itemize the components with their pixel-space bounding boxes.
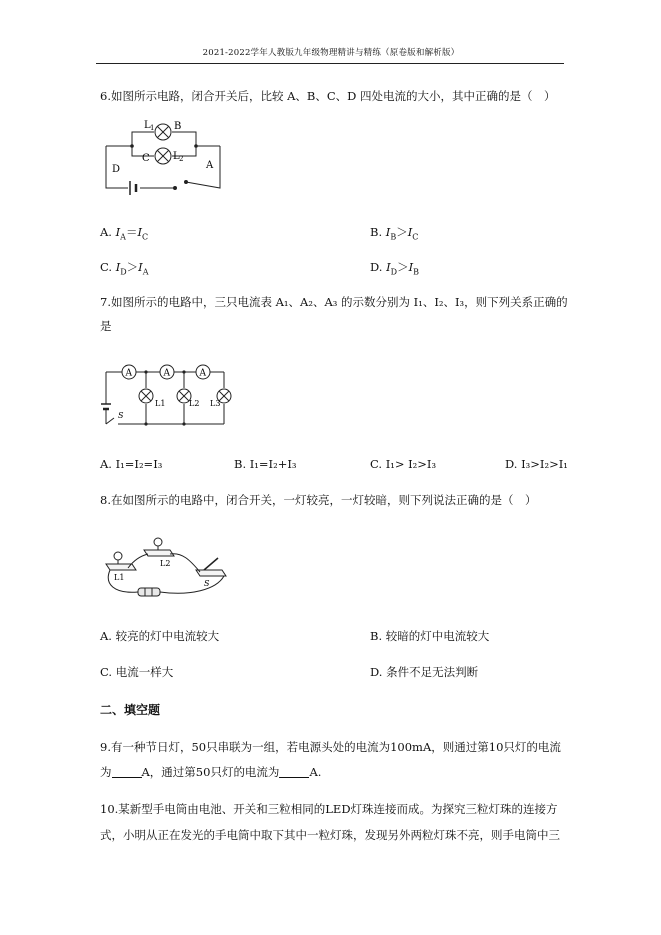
q8-option-d[interactable]: D. 条件不足无法判断: [370, 665, 479, 679]
q6-option-c-lhs-sub: D: [120, 267, 127, 277]
q6-option-d[interactable]: [370, 259, 419, 276]
q10-line1: 10.某新型手电筒由电池、开关和三粒相同的LED灯珠连接而成。为探究三粒灯珠的连接方: [100, 802, 558, 816]
q6-label-l2: L: [173, 151, 180, 162]
q6-option-a-op: ＝: [125, 225, 138, 239]
q7-ammeter-a3-label: A: [199, 368, 206, 379]
q8-label-l1: L1: [114, 573, 125, 582]
q7-label-l3: L3: [210, 399, 221, 408]
q7-stem-line2: 是: [100, 319, 112, 333]
q6-option-d-letter: D.: [370, 260, 383, 274]
q9-line2: [100, 764, 321, 780]
q6-label-b: B: [174, 121, 182, 132]
q7-stem-line1: 7.如图所示的电路中，三只电流表 A₁、A₂、A₃ 的示数分别为 I₁、I₂、I₃，则下列关系正确的: [100, 295, 568, 309]
q7-label-l2: L2: [189, 399, 200, 408]
q6-option-b-rhs-sub: C: [412, 232, 419, 242]
q6-option-a-rhs: I: [137, 225, 142, 239]
q6-option-d-lhs: I: [386, 260, 391, 274]
q6-option-d-lhs-sub: D: [390, 267, 398, 277]
q6-option-b-rhs: I: [407, 225, 413, 239]
q9-line2-prefix: 为: [100, 765, 112, 779]
q6-option-c-rhs-sub: A: [142, 267, 149, 277]
q6-option-d-rhs-sub: B: [413, 267, 420, 277]
q7-ammeter-a1-label: A: [125, 368, 132, 379]
q6-option-a-lhs: I: [115, 225, 121, 239]
q6-label-d: D: [112, 164, 121, 175]
q8-label-l2: L2: [160, 559, 171, 568]
q7-label-l1: L1: [155, 399, 166, 408]
q6-option-c-letter: C.: [100, 260, 113, 274]
q9-line2-suffix: A.: [309, 765, 322, 779]
q9-line2-middle: A，通过第50只灯的电流为: [141, 765, 280, 779]
q6-option-b-lhs: I: [385, 225, 391, 239]
q6-option-c-op: ＞: [126, 260, 139, 274]
q6-option-b-op: ＞: [396, 225, 408, 239]
q7-option-b[interactable]: B. I₁=I₂+I₃: [234, 457, 297, 471]
q9-line1: 9.有一种节日灯，50只串联为一组，若电源头处的电流为100mA，则通过第10只灯的电流: [100, 740, 561, 754]
q6-label-l2-sub: 2: [179, 155, 184, 163]
q6-option-d-op: ＞: [397, 260, 409, 274]
q6-option-d-rhs: I: [408, 260, 414, 274]
q7-label-s: S: [118, 411, 124, 420]
section-title-fill-in: 二、填空题: [100, 703, 161, 717]
q9-blank-1[interactable]: [112, 765, 142, 778]
q6-option-a-rhs-sub: C: [142, 232, 149, 242]
q8-label-s: S: [204, 579, 210, 588]
q10-line2: 式，小明从正在发光的手电筒中取下其中一粒灯珠，发现另外两粒灯珠不亮，则手电筒中三: [100, 828, 560, 842]
q7-option-d[interactable]: D. I₃>I₂>I₁: [505, 457, 568, 471]
q7-option-c[interactable]: C. I₁> I₂>I₃: [370, 457, 437, 471]
q6-label-c: C: [142, 153, 150, 164]
q8-option-c[interactable]: C. 电流一样大: [100, 665, 174, 679]
q6-label-l1: L: [144, 120, 151, 131]
q8-stem: 8.在如图所示的电路中，闭合开关，一灯较亮，一灯较暗，则下列说法正确的是（ ）: [100, 493, 537, 507]
q6-option-a-lhs-sub: A: [120, 232, 126, 242]
q8-option-b[interactable]: B. 较暗的灯中电流较大: [370, 629, 490, 643]
q6-option-c-rhs: I: [138, 260, 143, 274]
q6-option-a-letter: A.: [100, 225, 112, 239]
q6-option-b-letter: B.: [370, 225, 383, 239]
q6-option-a[interactable]: [100, 224, 148, 241]
q6-option-c[interactable]: [100, 259, 149, 276]
q8-physical-circuit-diagram: [100, 530, 235, 608]
q9-blank-2[interactable]: [279, 765, 309, 778]
q6-label-a: A: [206, 160, 214, 171]
q6-circuit-diagram: [100, 116, 230, 196]
q6-label-l1-sub: 1: [150, 124, 155, 132]
q6-option-b[interactable]: [370, 224, 418, 241]
q8-option-a[interactable]: A. 较亮的灯中电流较大: [100, 629, 220, 643]
q6-option-c-lhs: I: [115, 260, 121, 274]
q7-option-a[interactable]: A. I₁=I₂=I₃: [100, 457, 163, 471]
q7-circuit-diagram: [100, 360, 240, 430]
page-header: 2021-2022学年人教版九年级物理精讲与精练（原卷版和解析版）: [202, 48, 460, 58]
q6-stem: 6.如图所示电路，闭合开关后，比较 A、B、C、D 四处电流的大小，其中正确的是（ ）: [100, 89, 556, 103]
header-rule: [96, 63, 564, 64]
q6-option-b-lhs-sub: B: [390, 232, 397, 242]
q7-ammeter-a2-label: A: [163, 368, 170, 379]
